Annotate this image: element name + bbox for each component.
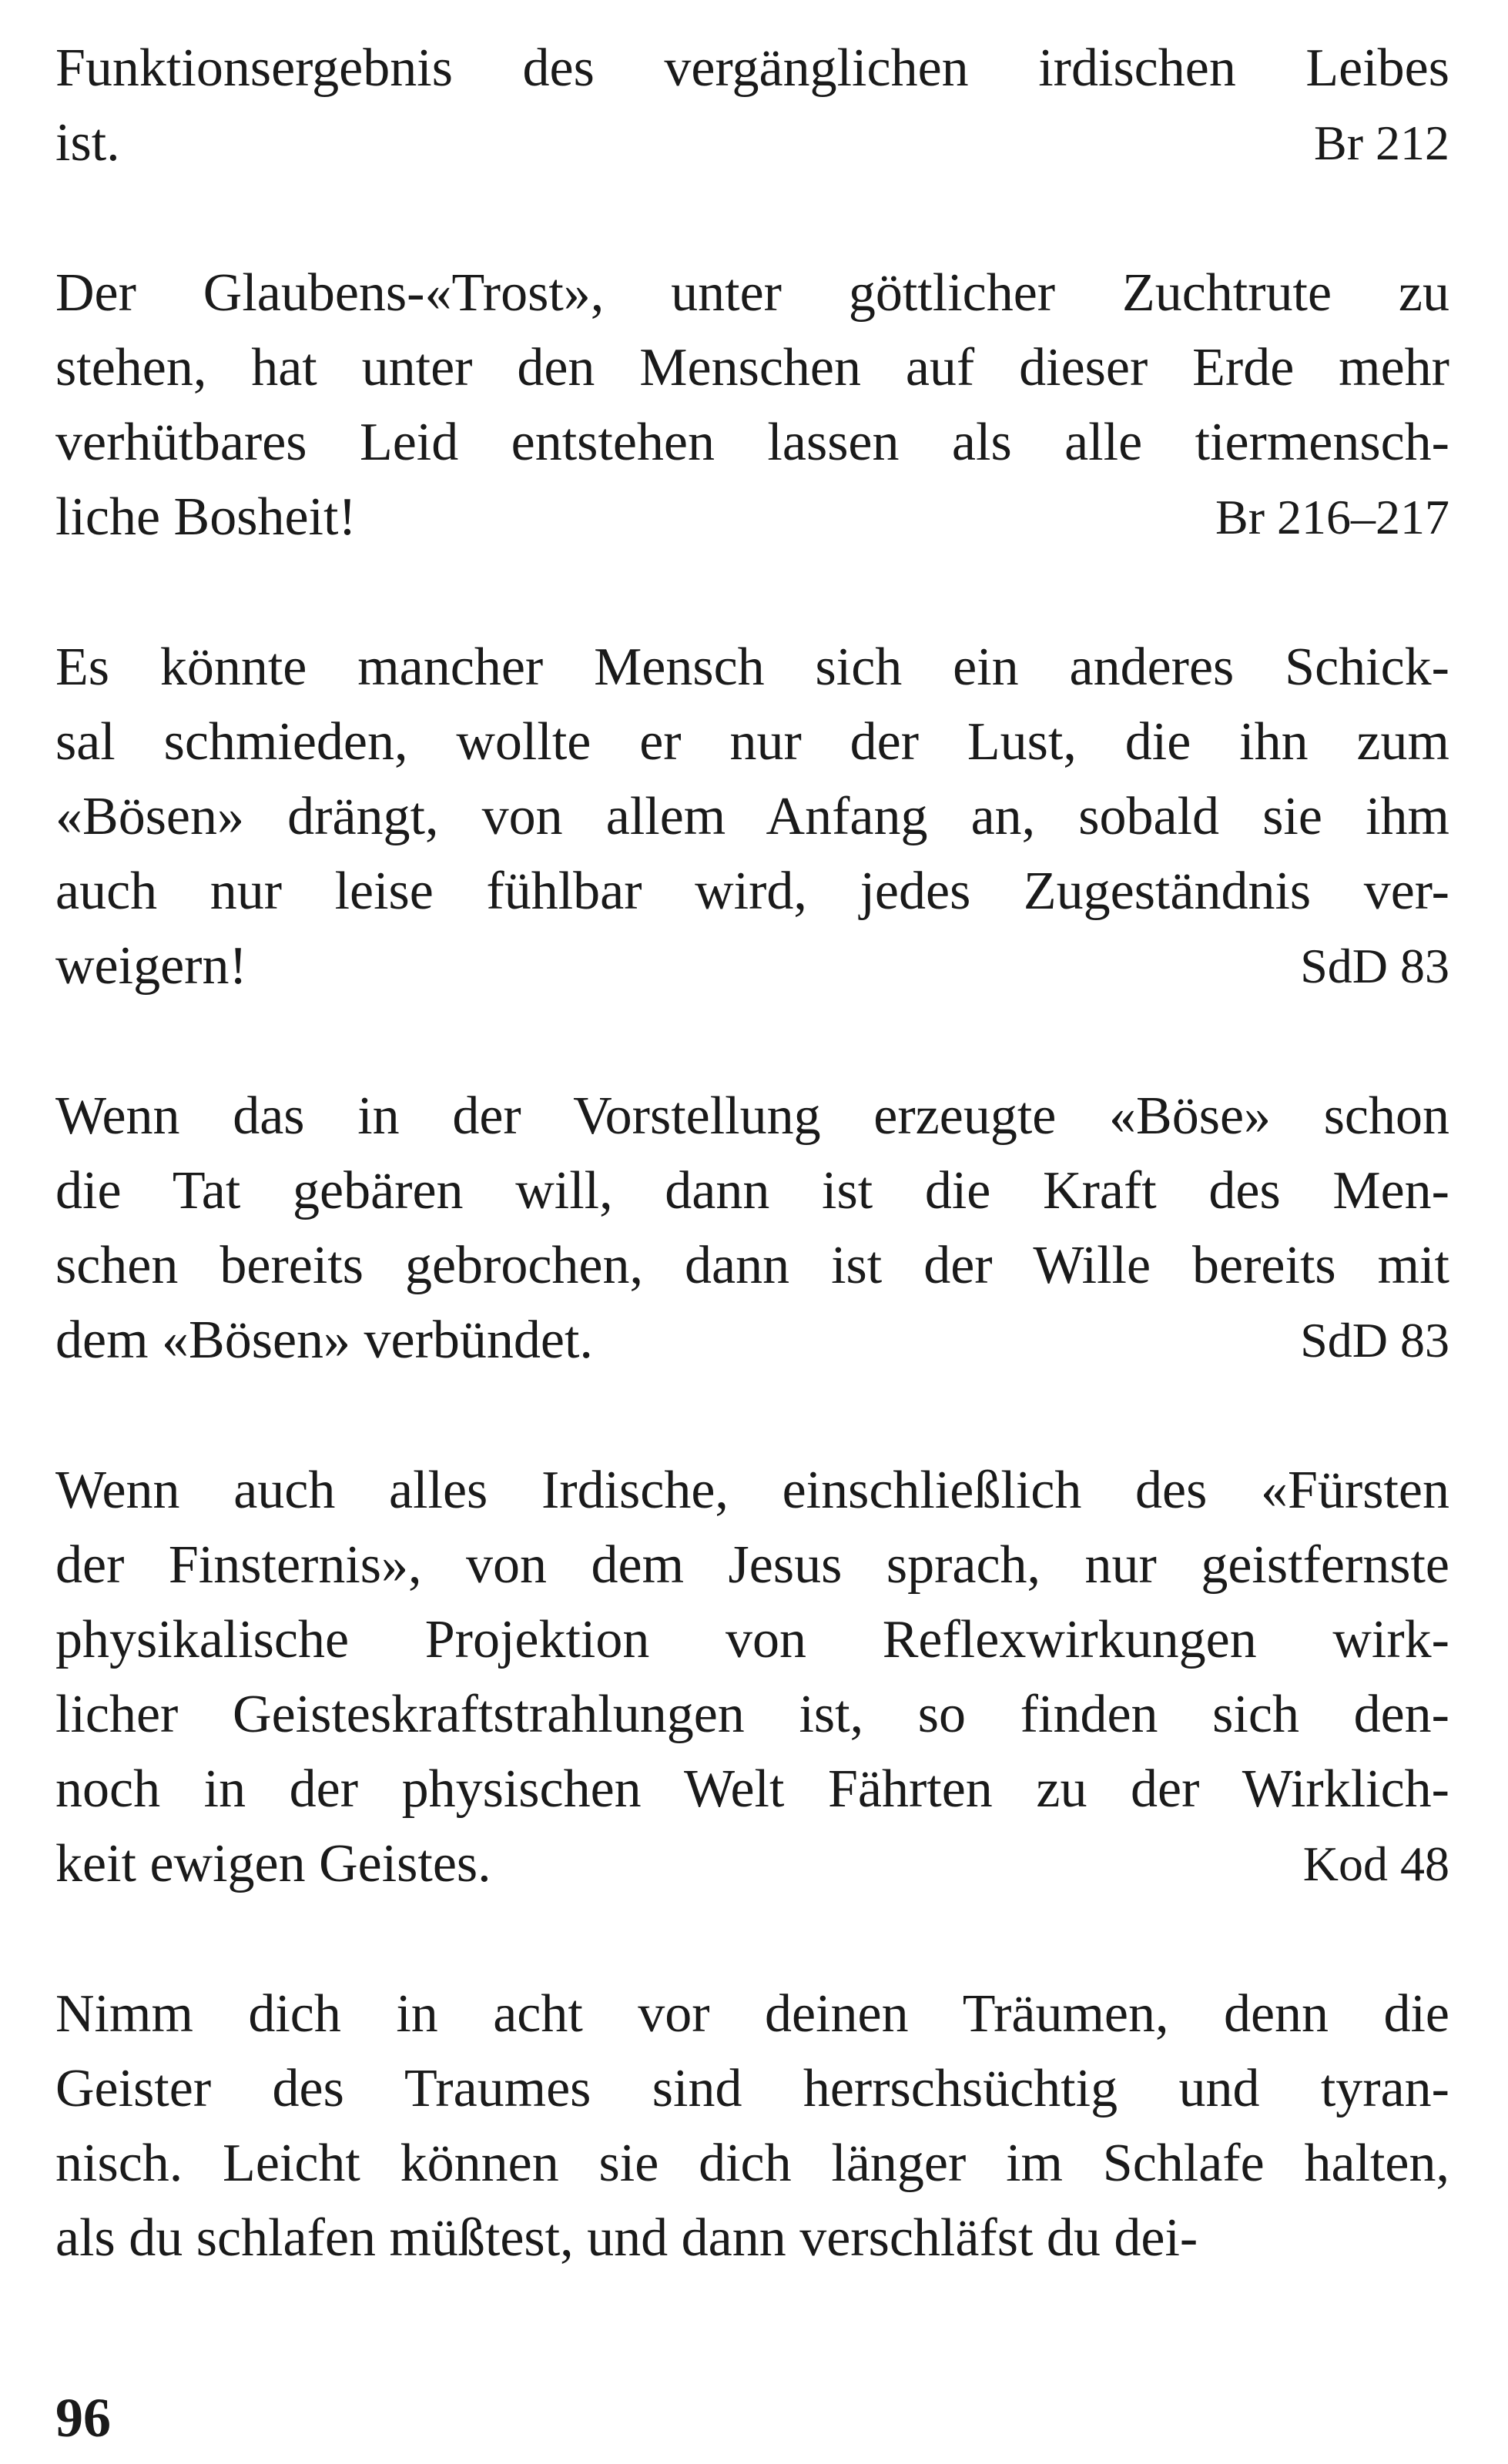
page-number: 96 [55, 2387, 111, 2449]
text-line-last [55, 105, 1449, 180]
text-line-end: ist. [55, 113, 120, 172]
citation: SdD 83 [1300, 939, 1449, 993]
entry-1 [55, 31, 1449, 180]
text-line-last [55, 929, 1449, 1003]
entry-2 [55, 256, 1449, 554]
text-line: als du schlafen müßtest, und dann verschläfst du dei- [55, 2208, 1198, 2268]
text-line-last [55, 480, 1449, 554]
text-line: sal schmieden, wollte er nur der Lust, die ihn zum [55, 712, 1449, 772]
citation: Kod 48 [1302, 1836, 1449, 1891]
page-body [55, 31, 1449, 2351]
text-line-end: weigern! [55, 936, 247, 996]
citation: SdD 83 [1300, 1313, 1449, 1368]
text-line: physikalische Projektion von Reflexwirkungen wirk- [55, 1610, 1449, 1669]
text-line: Der Glaubens-«Trost», unter göttlicher Zuchtrute zu [55, 263, 1449, 323]
text-line-last [55, 1826, 1449, 1901]
text-line: verhütbares Leid entstehen lassen als alle tiermensch- [55, 413, 1449, 472]
entry-6 [55, 1977, 1449, 2275]
text-line: die Tat gebären will, dann ist die Kraft des Men- [55, 1161, 1449, 1220]
text-line-end: keit ewigen Geistes. [55, 1834, 491, 1893]
text-line: Geister des Traumes sind herrschsüchtig und tyran- [55, 2059, 1449, 2118]
text-line: der Finsternis», von dem Jesus sprach, nur geistfernste [55, 1535, 1449, 1595]
entry-3 [55, 630, 1449, 1003]
text-line: Funktionsergebnis des vergänglichen irdischen Leibes [55, 38, 1449, 98]
text-line-end: liche Bosheit! [55, 487, 357, 547]
text-line: Es könnte mancher Mensch sich ein anderes Schick- [55, 638, 1449, 697]
text-line: licher Geisteskraftstrahlungen ist, so finden sich den- [55, 1685, 1449, 1744]
entry-4 [55, 1079, 1449, 1378]
text-line-last [55, 1303, 1449, 1378]
entry-5 [55, 1453, 1449, 1901]
citation: Br 216–217 [1215, 490, 1449, 544]
text-line: auch nur leise fühlbar wird, jedes Zugeständnis ver- [55, 862, 1449, 921]
text-line: Nimm dich in acht vor deinen Träumen, denn die [55, 1984, 1449, 2044]
text-line: «Bösen» drängt, von allem Anfang an, sobald sie ihm [55, 787, 1449, 846]
text-line: Wenn das in der Vorstellung erzeugte «Böse» schon [55, 1086, 1449, 1146]
text-line: stehen, hat unter den Menschen auf dieser Erde mehr [55, 338, 1449, 397]
citation: Br 212 [1314, 116, 1449, 170]
text-line: nisch. Leicht können sie dich länger im Schlafe halten, [55, 2134, 1449, 2193]
text-line: noch in der physischen Welt Fährten zu der Wirklich- [55, 1759, 1449, 1819]
text-line: schen bereits gebrochen, dann ist der Wille bereits mit [55, 1236, 1449, 1295]
text-line-end: dem «Bösen» verbündet. [55, 1311, 593, 1370]
text-line: Wenn auch alles Irdische, einschließlich des «Fürsten [55, 1461, 1449, 1520]
